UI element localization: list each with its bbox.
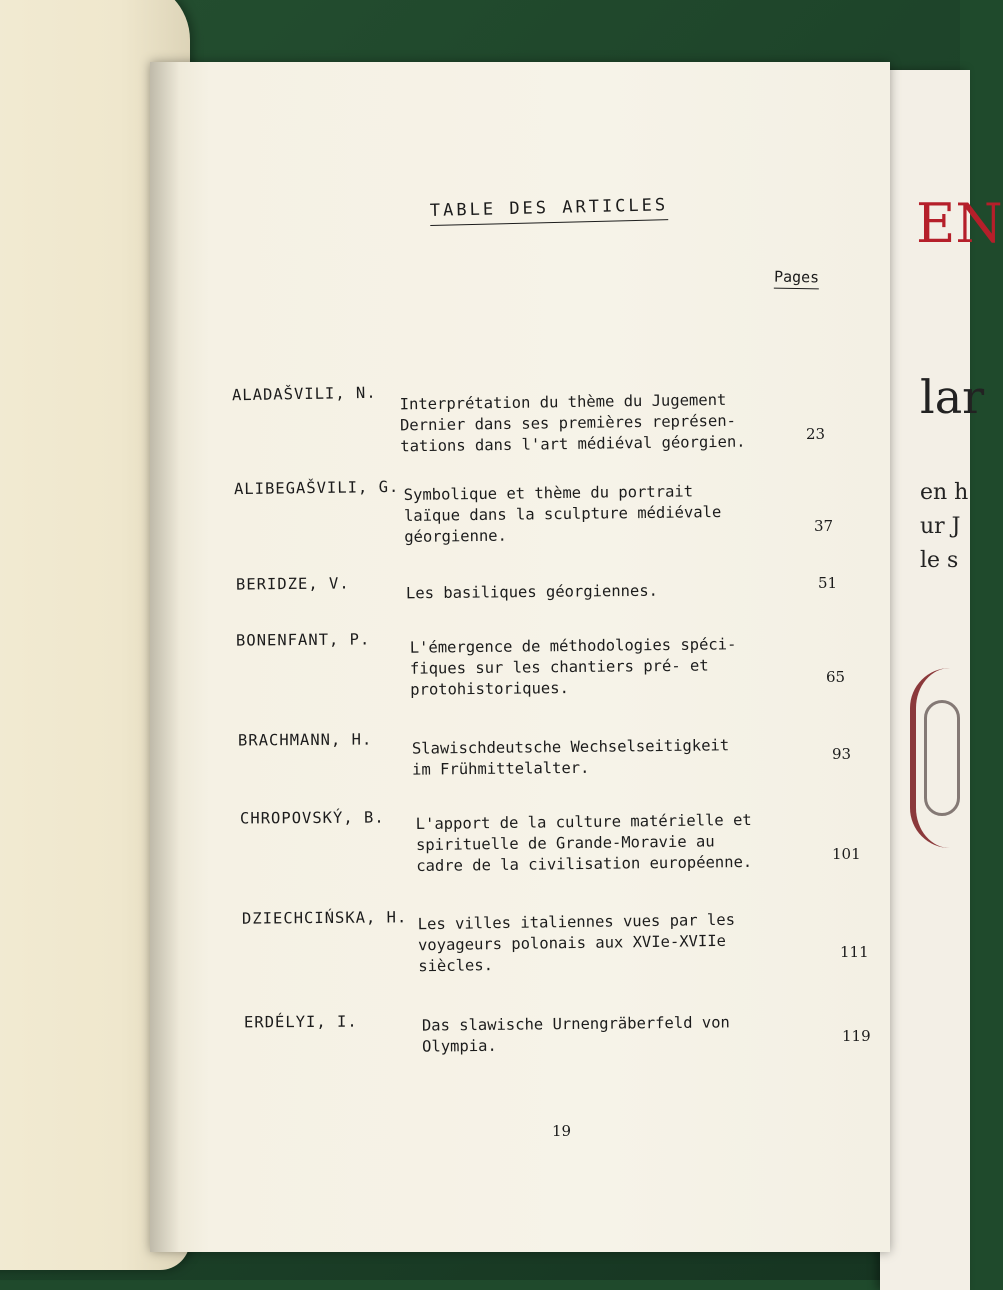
entry-article-title: Slawischdeutsche Wechselseitigkeit im Frühmittelalter.: [411, 736, 730, 779]
entry-page-number: 23: [806, 425, 826, 443]
entry-page-number: 93: [832, 745, 852, 763]
entry-author: BRACHMANN, H.: [237, 730, 373, 750]
table-of-contents-page: [150, 62, 890, 1252]
pages-column-header: Pages: [774, 268, 820, 290]
entry-author: ALIBEGAŠVILI, G.: [233, 477, 400, 499]
entry-author: ERDÉLYI, I.: [243, 1012, 358, 1032]
background-book-line-2: ur J: [920, 514, 961, 539]
entry-article-title: Les villes italiennes vues par les voyageurs polonais aux XVIe-XVIIe siècles.: [417, 910, 736, 976]
background-book-ornament-inner: [924, 700, 960, 816]
entry-page-number: 111: [840, 943, 869, 961]
entry-article-title: Symbolique et thème du portrait laïque dans la sculpture médiévale géorgienne.: [403, 482, 722, 546]
entry-author: BONENFANT, P.: [235, 630, 371, 650]
entry-page-number: 51: [818, 574, 838, 592]
entry-author: BERIDZE, V.: [235, 574, 350, 594]
entry-author: CHROPOVSKÝ, B.: [239, 808, 385, 828]
background-book-cover: [880, 70, 1003, 1290]
entry-article-title: L'apport de la culture matérielle et spirituelle de Grande-Moravie au cadre de la civilisation européenne.: [415, 810, 753, 876]
entry-page-number: 37: [814, 517, 834, 535]
entry-page-number: 101: [832, 845, 861, 863]
background-book-red-title: EN: [916, 192, 1003, 255]
entry-author: ALADAŠVILI, N.: [231, 383, 377, 405]
gutter-shadow: [150, 62, 180, 1252]
entry-page-number: 65: [826, 668, 846, 686]
entry-article-title: Das slawische Urnengräberfeld von Olympia.: [421, 1013, 730, 1056]
entry-article-title: Interprétation du thème du Jugement Dernier dans ses premières représen- tations dans l'art médiéval géorgien.: [399, 390, 746, 456]
entry-author: DZIECHCIŃSKA, H.: [241, 908, 408, 928]
entry-page-number: 119: [842, 1027, 871, 1045]
entry-article-title: Les basiliques géorgiennes.: [405, 581, 659, 603]
background-book-line-1: en h: [920, 480, 969, 505]
page-title: TABLE DES ARTICLES: [430, 195, 669, 226]
page-number-footer: 19: [552, 1122, 572, 1140]
background-book-line-3: le s: [920, 548, 959, 573]
entry-article-title: L'émergence de méthodologies spéci- fiques sur les chantiers pré- et protohistoriques.: [409, 635, 737, 699]
background-book-large-text: lar: [920, 370, 985, 424]
